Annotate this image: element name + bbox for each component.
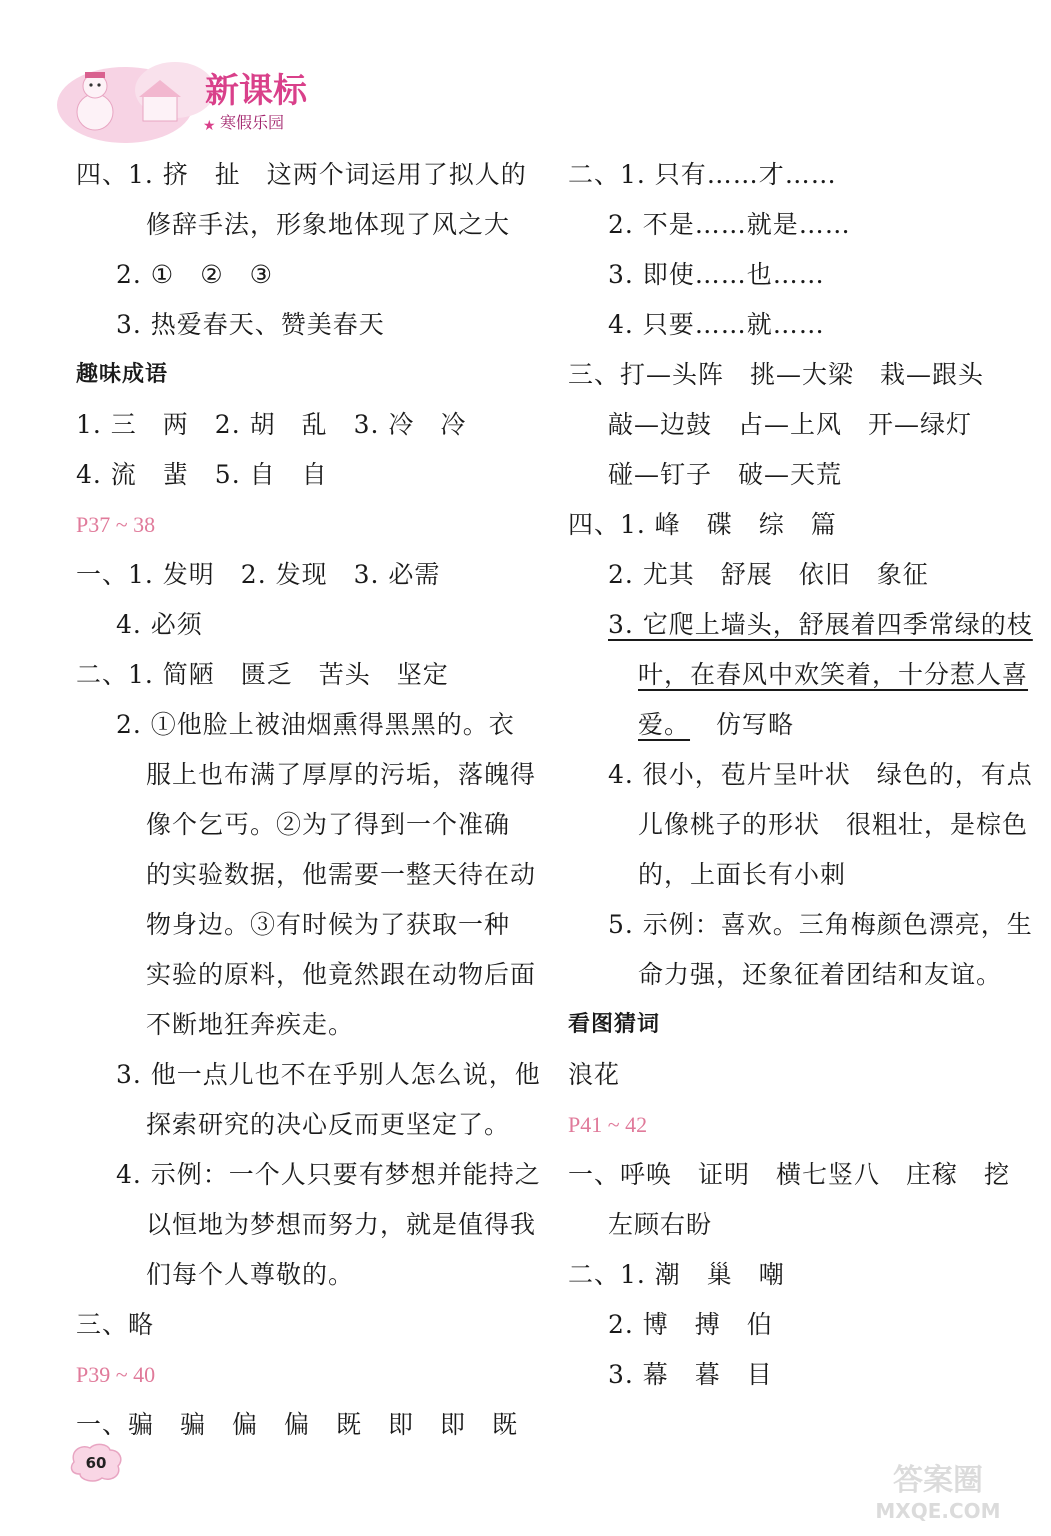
watermark-bottom: MXQE.COM xyxy=(875,1499,1001,1523)
section-heading: 趣味成语 xyxy=(76,362,169,387)
answer-line: 3. 它爬上墙头，舒展着四季常绿的枝 xyxy=(608,610,1033,639)
answer-line: 修辞手法，形象地体现了风之大 xyxy=(146,210,511,239)
left-column xyxy=(76,160,541,1439)
answer-line: 2. 尤其 舒展 依旧 象征 xyxy=(608,560,929,589)
answer-line: 四、1. 峰 碟 综 篇 xyxy=(568,510,837,539)
answer-line: 探索研究的决心反而更坚定了。 xyxy=(146,1110,511,1139)
answer-line: 碰—钉子 破—天荒 xyxy=(608,460,843,489)
answer-line: 1. 三 两 2. 胡 乱 3. 冷 冷 xyxy=(76,410,467,439)
section-heading: 看图猜词 xyxy=(568,1012,661,1037)
right-column xyxy=(568,160,1033,1430)
answer-line: 服上也布满了厚厚的污垢，落魄得 xyxy=(146,760,537,789)
page-number-badge xyxy=(68,1442,124,1482)
answer-line: 4. 只要……就…… xyxy=(608,310,825,339)
answer-line: 4. 流 蜚 5. 自 自 xyxy=(76,460,328,489)
page-number: 60 xyxy=(85,1454,107,1472)
answer-line: 四、1. 挤 扯 这两个词运用了拟人的 xyxy=(76,160,527,189)
answer-line: 叶，在春风中欢笑着，十分惹人喜 xyxy=(638,660,1029,689)
answer-line: 一、骗 骗 偏 偏 既 即 即 既 xyxy=(76,1410,519,1439)
answer-line: 以恒地为梦想而努力，就是值得我 xyxy=(146,1210,537,1239)
answer-line: 二、1. 简陋 匮乏 苦头 坚定 xyxy=(76,660,449,689)
answer-line: 实验的原料，他竟然跟在动物后面 xyxy=(146,960,537,989)
answer-line: 3. 他一点儿也不在乎别人怎么说，他 xyxy=(116,1060,541,1089)
answer-line: 3. 即使……也…… xyxy=(608,260,825,289)
page-reference: P37 ~ 38 xyxy=(76,512,156,537)
answer-line: 2. 不是……就是…… xyxy=(608,210,851,239)
answer-line: 爱。 xyxy=(638,710,691,739)
answer-line: 2. ①他脸上被油烟熏得黑黑的。衣 xyxy=(116,710,515,739)
answer-line: 们每个人尊敬的。 xyxy=(146,1260,355,1289)
header-logo xyxy=(55,50,335,150)
watermark xyxy=(843,1456,1033,1526)
snowman-icon xyxy=(77,94,113,130)
answer-line: 三、打—头阵 挑—大梁 栽—跟头 xyxy=(568,360,985,389)
answer-line: 一、呼唤 证明 横七竖八 庄稼 挖 xyxy=(568,1160,1011,1189)
watermark-top: 答案圈 xyxy=(893,1463,983,1498)
answer-line: 三、略 xyxy=(76,1310,155,1339)
answer-line: 一、1. 发明 2. 发现 3. 必需 xyxy=(76,560,441,589)
answer-line: 二、1. 潮 巢 嘲 xyxy=(568,1260,785,1289)
answer-line: 4. 很小，苞片呈叶状 绿色的，有点 xyxy=(608,760,1033,789)
answer-line: 4. 必须 xyxy=(116,610,203,639)
star-icon: ★ xyxy=(203,118,216,134)
answer-line: 5. 示例：喜欢。三角梅颜色漂亮，生 xyxy=(608,910,1033,939)
answer-line: 的实验数据，他需要一整天待在动 xyxy=(146,860,537,889)
answer-line: 敲—边鼓 占—上风 开—绿灯 xyxy=(608,410,973,439)
page-reference: P41 ~ 42 xyxy=(568,1112,648,1137)
answer-line: 儿像桃子的形状 很粗壮，是棕色 xyxy=(638,810,1029,839)
answer-line: 二、1. 只有……才…… xyxy=(568,160,837,189)
answer-line: 2. ① ② ③ xyxy=(116,260,274,289)
answer-line: 物身边。③有时候为了获取一种 xyxy=(146,910,511,939)
answer-line: 命力强，还象征着团结和友谊。 xyxy=(638,960,1003,989)
page-reference: P39 ~ 40 xyxy=(76,1362,156,1387)
answer-line: 3. 热爱春天、赞美春天 xyxy=(116,310,385,339)
house-icon xyxy=(143,95,177,121)
header-title: 新课标 xyxy=(205,71,307,111)
answer-line: 仿写略 xyxy=(716,710,795,739)
answer-line: 3. 幕 暮 目 xyxy=(608,1360,773,1389)
answer-line: 像个乞丐。②为了得到一个准确 xyxy=(146,810,511,839)
answer-line: 浪花 xyxy=(568,1060,621,1089)
answer-line: 4. 示例：一个人只要有梦想并能持之 xyxy=(116,1160,541,1189)
answer-line: 的，上面长有小刺 xyxy=(638,860,847,889)
answer-line: 2. 博 搏 伯 xyxy=(608,1310,773,1339)
answer-line: 不断地狂奔疾走。 xyxy=(146,1010,355,1039)
answer-line: 左顾右盼 xyxy=(608,1210,713,1239)
header-subtitle: 寒假乐园 xyxy=(220,113,285,132)
